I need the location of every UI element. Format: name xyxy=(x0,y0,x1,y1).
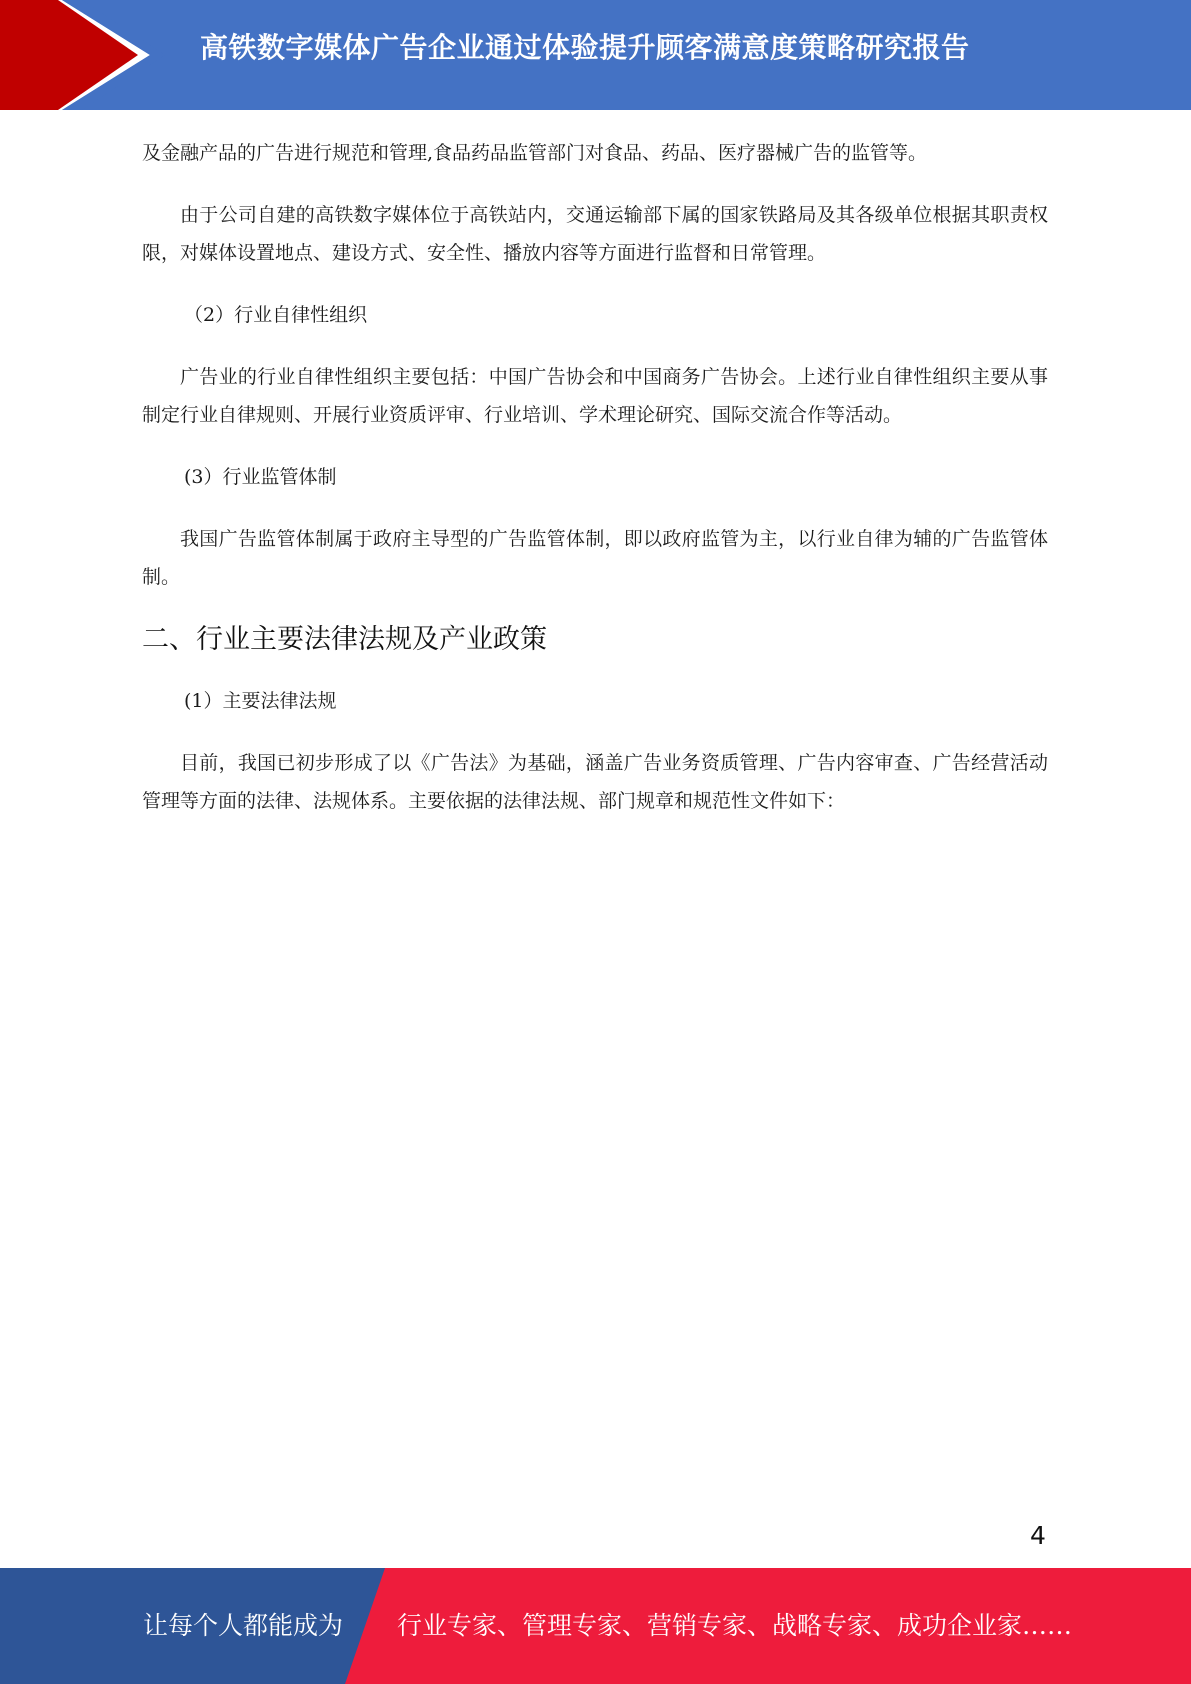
paragraph-self-regulatory-organizations: 广告业的行业自律性组织主要包括：中国广告协会和中国商务广告协会。上述行业自律性组织主要从事制定行业自律规则、开展行业资质评审、行业培训、学术理论研究、国际交流合作等活动。 xyxy=(142,366,1048,426)
page-number: 4 xyxy=(1030,1521,1046,1550)
page-content xyxy=(142,134,1048,844)
subheading-self-regulatory-organizations: （2）行业自律性组织 xyxy=(184,304,368,326)
paragraph-financial-regulation: 及金融产品的广告进行规范和管理,食品药品监管部门对食品、药品、医疗器械广告的监管等。 xyxy=(142,142,928,164)
subheading-regulatory-system: (3）行业监管体制 xyxy=(184,466,337,488)
paragraph-legal-framework: 目前，我国已初步形成了以《广告法》为基础，涵盖广告业务资质管理、广告内容审查、广告经营活动管理等方面的法律、法规体系。主要依据的法律法规、部门规章和规范性文件如下： xyxy=(142,752,1048,812)
footer-slogan-right: 行业专家、管理专家、营销专家、战略专家、成功企业家…… xyxy=(397,1611,1073,1640)
document-title: 高铁数字媒体广告企业通过体验提升顾客满意度策略研究报告 xyxy=(200,31,970,64)
section-heading-laws-and-policies: 二、行业主要法律法规及产业政策 xyxy=(142,624,547,655)
footer-slogan-left: 让每个人都能成为 xyxy=(143,1611,344,1640)
page-header xyxy=(0,0,1191,110)
paragraph-regulatory-system: 我国广告监管体制属于政府主导型的广告监管体制，即以政府监管为主，以行业自律为辅的广告监管体制。 xyxy=(142,528,1048,588)
paragraph-railway-supervision: 由于公司自建的高铁数字媒体位于高铁站内，交通运输部下属的国家铁路局及其各级单位根据其职责权限，对媒体设置地点、建设方式、安全性、播放内容等方面进行监督和日常管理。 xyxy=(142,204,1048,264)
subheading-main-laws: (1）主要法律法规 xyxy=(184,690,337,712)
page-footer xyxy=(0,1568,1191,1684)
